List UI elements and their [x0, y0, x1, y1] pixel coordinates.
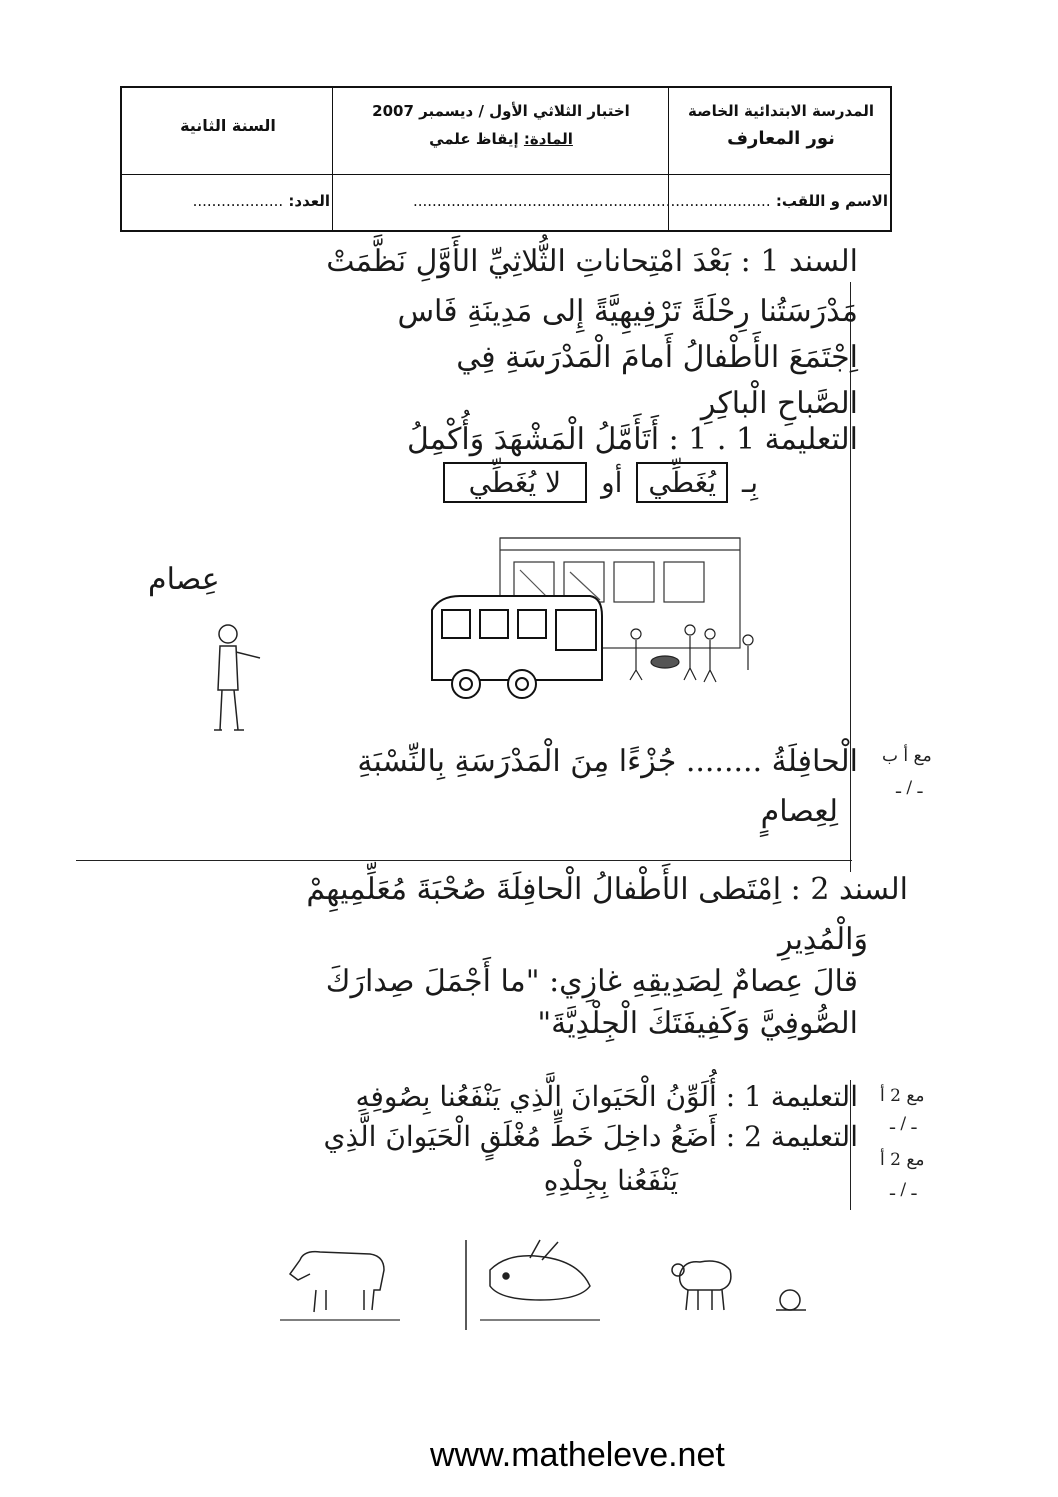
bus [432, 596, 602, 698]
grade-label: السنة الثانية [180, 116, 276, 135]
subject-label: المادة: [523, 130, 573, 148]
section1-line3: اِجْتَمَعَ الأَطْفالُ أَمامَ الْمَدْرَسَةِ فِي [456, 340, 858, 375]
boy-figure [214, 625, 260, 730]
subject-value: إيقاظ علمي [429, 130, 519, 148]
children-group [630, 625, 753, 682]
snail-icon [776, 1290, 806, 1310]
choice-option-not-covers[interactable]: لا يُغَطِّي [443, 462, 587, 503]
animals-row [280, 1230, 820, 1330]
section1-line4: الصَّباحِ الْباكِرِ [700, 386, 858, 421]
answer-sentence: الْحافِلَةُ ........ جُزْءًا مِنَ الْمَدْرَسَةِ بِالنِّسْبَةِ [357, 744, 858, 779]
choice-row [443, 462, 758, 503]
score-row [126, 192, 330, 210]
task-2-2: التعليمة 2 : أَضَعُ داخِلَ خَطٍّ مُغْلَقٍ الْحَيَوانَ الَّذِي [323, 1120, 858, 1153]
score-field[interactable]: ................... [192, 192, 284, 210]
margin-criterion-1: مع أ ب [882, 746, 932, 766]
section1-line1: السند 1 : بَعْدَ امْتِحاناتِ الثُّلاثِيِّ الأَوَّلِ نَظَّمَتْ [326, 244, 858, 279]
choice-option-covers[interactable]: يُغَطِّي [636, 462, 728, 503]
animals-illustration [280, 1230, 820, 1330]
margin-score-1: ـ / ـ [896, 778, 923, 798]
header-table [120, 86, 892, 232]
section1-line2: مَدْرَسَتُنا رِحْلَةً تَرْفِيهِيَّةً إِلى مَدِينَةِ فَاس [397, 294, 858, 329]
bus-school-scene [150, 530, 770, 740]
school-name-line2: نور المعارف [727, 128, 835, 149]
margin-criterion-3: مع 2 أ [880, 1150, 925, 1170]
rabbit-icon [480, 1240, 600, 1320]
answer-sentence-end: لِعِصامٍ [760, 794, 838, 829]
section2-line4: الصُّوفِيَّ وَكَفِيفَتَكَ الْجِلْدِيَّةَ" [537, 1006, 858, 1041]
header-divider [122, 174, 890, 175]
choice-or: أو [601, 466, 623, 499]
task-2-2-end: يَنْفَعُنا بِجِلْدِهِ [543, 1164, 678, 1197]
school-name-line1: المدرسة الابتدائية الخاصة [688, 102, 874, 120]
task-1-1: التعليمة 1 . 1 : أَتَأَمَّلُ الْمَشْهَدَ وَأُكْمِلُ [407, 422, 858, 457]
task-2-1: التعليمة 1 : أُلَوِّنُ الْحَيَوانَ الَّذِي يَنْفَعُنا بِصُوفِهِ [355, 1080, 858, 1113]
scene-illustration [150, 530, 770, 740]
name-field[interactable]: ........................................................................... [412, 192, 771, 210]
character-name-label: عِصام [148, 562, 220, 597]
choice-prefix: بِـ [742, 466, 758, 499]
subject-line [336, 130, 666, 148]
section-divider [76, 860, 852, 861]
cow-icon [280, 1252, 400, 1320]
sheep-icon [672, 1261, 731, 1310]
score-label: العدد: [288, 192, 330, 210]
section2-line3: قالَ عِصامٌ لِصَدِيقِهِ غازِي: "ما أَجْمَلَ صِدارَكَ [325, 964, 858, 999]
margin-score-3: ـ / ـ [890, 1180, 917, 1200]
name-label: الاسم و اللقب: [775, 192, 888, 210]
exam-title: اختبار الثلاثي الأول / ديسمبر 2007 [372, 102, 630, 120]
footer-url[interactable]: www.matheleve.net [430, 1436, 725, 1474]
name-row [336, 192, 888, 210]
section2-line1: السند 2 : اِمْتَطى الأَطْفالُ الْحافِلَةَ صُحْبَةَ مُعَلِّمِيهِمْ [306, 872, 908, 907]
header-divider [332, 88, 333, 230]
section2-line2: وَالْمُدِيرِ [778, 922, 868, 957]
margin-criterion-2: مع 2 أ [880, 1086, 925, 1106]
margin-score-2: ـ / ـ [890, 1114, 917, 1134]
